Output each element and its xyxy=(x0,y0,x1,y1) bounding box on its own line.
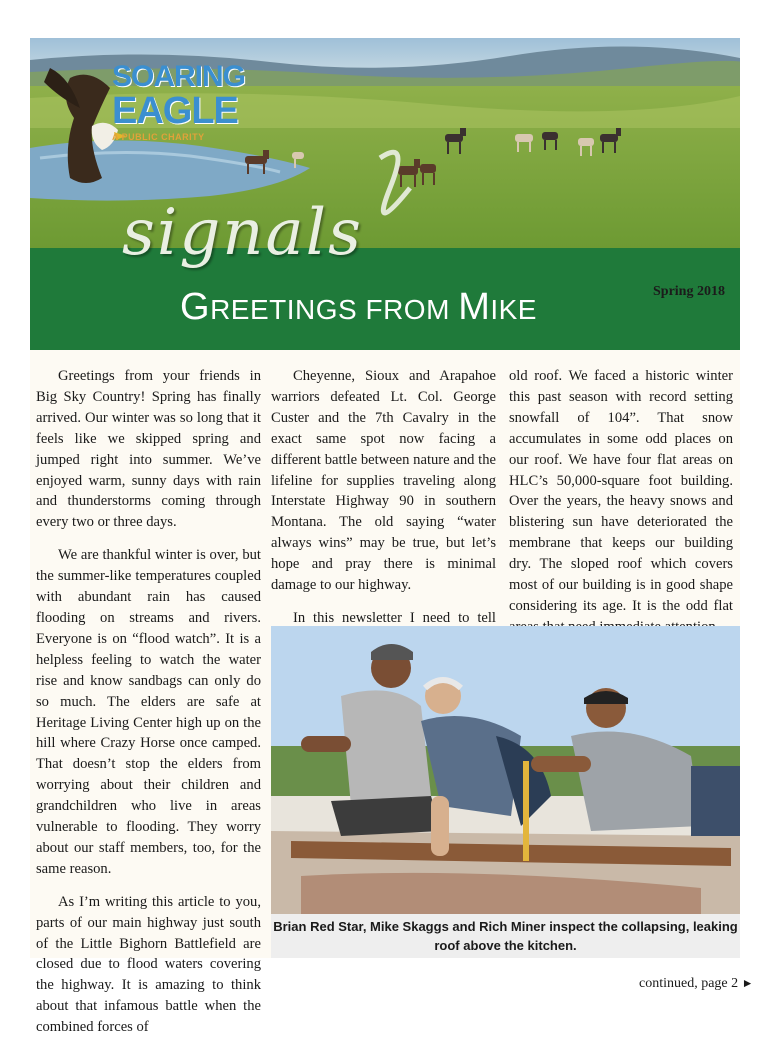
logo-tagline: A PUBLIC CHARITY xyxy=(112,132,205,142)
logo-text-soaring: SOARING xyxy=(112,60,246,93)
headline-text-2: IKE xyxy=(490,294,537,325)
logo-text-eagle: EAGLE xyxy=(112,90,238,132)
paragraph: In this newsletter I need to tell xyxy=(293,609,496,626)
soaring-eagle-logo xyxy=(112,62,245,142)
play-arrow-icon: ► xyxy=(741,976,754,990)
paragraph: Cheyenne, Sioux and Arapahoe warriors defeated Lt. Col. George Custer and the 7th Cavalry in the exact same spot now facing a different battle between nature and the lifeline for supplies traveling along Interstate Highway 90 in southern Montana. The old saying “water always wins” may be true, but let’s hope and pray there is minimal damage to our highway. xyxy=(271,368,496,594)
paragraph: We are thankful winter is over, but the summer-like temperatures coupled with abundant rain has caused flooding on streams and rivers. Everyone is on “flood watch”. It is a helpless feeling to watch the water rise and know sandbags can only do so much. The elders are safe at Heritage Living Center high up on the hill where Crazy Horse once camped. That doesn’t stop the elders from worrying about their children and grandchildren who live in areas vulnerable to flooding. They worry about our staff members, too, for the same reason. xyxy=(36,547,261,877)
continued-text: continued, page 2 xyxy=(639,976,739,991)
paragraph: Greetings from your friends in Big Sky Country! Spring has finally arrived. Our winter was so long that it feels like we skipped spring and jumped right into summer. We’ve enjoyed warm, sunny days with rain and thunderstorms coming through every two or three days. xyxy=(36,368,261,531)
paragraph: As I’m writing this article to you, parts of our main highway just south of the Little Bighorn Battlefield are closed due to flood waters covering the highway. It is amazing to think about that infamous battle when the combined forces of xyxy=(36,893,261,1036)
newsletter-title: signals xyxy=(122,196,363,270)
article-column-1 xyxy=(36,366,261,1038)
photo-caption: Brian Red Star, Mike Skaggs and Rich Miner inspect the collapsing, leaking roof above the kitchen. xyxy=(273,919,738,953)
article-column-3 xyxy=(509,366,733,638)
article-column-2 xyxy=(271,366,496,671)
headline-text-1: REETINGS FROM xyxy=(210,294,459,325)
paragraph: old roof. We faced a historic winter this past season with record setting snowfall of 104”. That snow accumulates in some odd places on our roof. We have four flat areas on HLC’s 50,000-square foot building. Over the years, the heavy snows and blistering sun have deteriorated the membrane that keeps our building dry. The sloped roof which covers most of our building is in good shape considering its age. It is the odd flat xyxy=(509,368,733,614)
headline-cap-g: G xyxy=(180,286,211,328)
issue-date: Spring 2018 xyxy=(653,284,725,299)
roof-inspection-photo xyxy=(271,626,740,914)
continued-link[interactable] xyxy=(639,976,754,992)
headline-cap-m: M xyxy=(458,286,491,328)
article-headline xyxy=(180,286,537,329)
